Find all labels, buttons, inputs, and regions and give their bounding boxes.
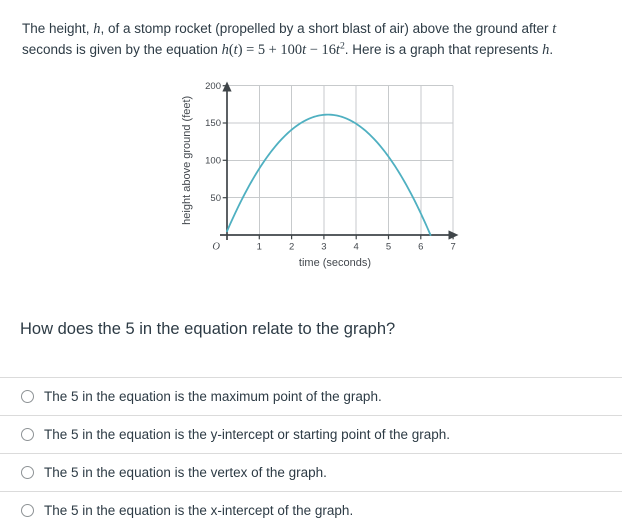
rocket-curve [227,115,430,235]
x-tick-label: 6 [418,241,424,253]
radio-button-icon[interactable] [21,390,34,403]
question-text: How does the 5 in the equation relate to the graph? [20,320,396,338]
x-tick-label: 3 [321,241,327,253]
y-tick-label: 50 [210,192,221,204]
x-tick-label: 2 [288,241,295,253]
option-label[interactable]: The 5 in the equation is the maximum point of the graph. [44,389,382,404]
tick-marks [223,86,453,240]
origin-label: O [212,241,220,253]
x-tick-label: 1 [256,241,262,253]
y-tick-label: 100 [205,155,221,167]
x-tick-label: 5 [385,241,392,253]
y-axis-arrow-icon [222,82,231,92]
axes [220,90,450,240]
option-label[interactable]: The 5 in the equation is the y-intercept or starting point of the graph. [44,427,450,442]
radio-button-icon[interactable] [21,466,34,479]
answer-option-maximum-point[interactable] [0,377,622,415]
x-tick-label: 4 [353,241,359,253]
radio-button-icon[interactable] [21,504,34,517]
answer-option-vertex[interactable] [0,453,622,491]
x-tick-label: 7 [450,241,456,253]
option-label[interactable]: The 5 in the equation is the x-intercept of the graph. [44,503,354,518]
x-axis-title: time (seconds) [298,257,372,269]
answer-option-y-intercept[interactable] [0,415,622,453]
radio-button-icon[interactable] [21,428,34,441]
y-tick-label: 150 [205,118,221,130]
rocket-height-graph [150,78,480,278]
answer-option-x-intercept[interactable] [0,491,622,528]
graph-svg [150,78,480,278]
y-tick-label: 200 [205,81,221,92]
problem-statement: The height, h, of a stomp rocket (propelled by a short blast of air) above the ground after t seconds is given by the equation $h(t) = 5 + 100t - 16t^2$. Here is a graph that represents h. [22,21,557,58]
answer-options [0,377,622,528]
y-axis-title: height above ground (feet) [181,95,193,225]
gridlines [227,86,453,235]
option-label[interactable]: The 5 in the equation is the vertex of the graph. [44,465,327,480]
